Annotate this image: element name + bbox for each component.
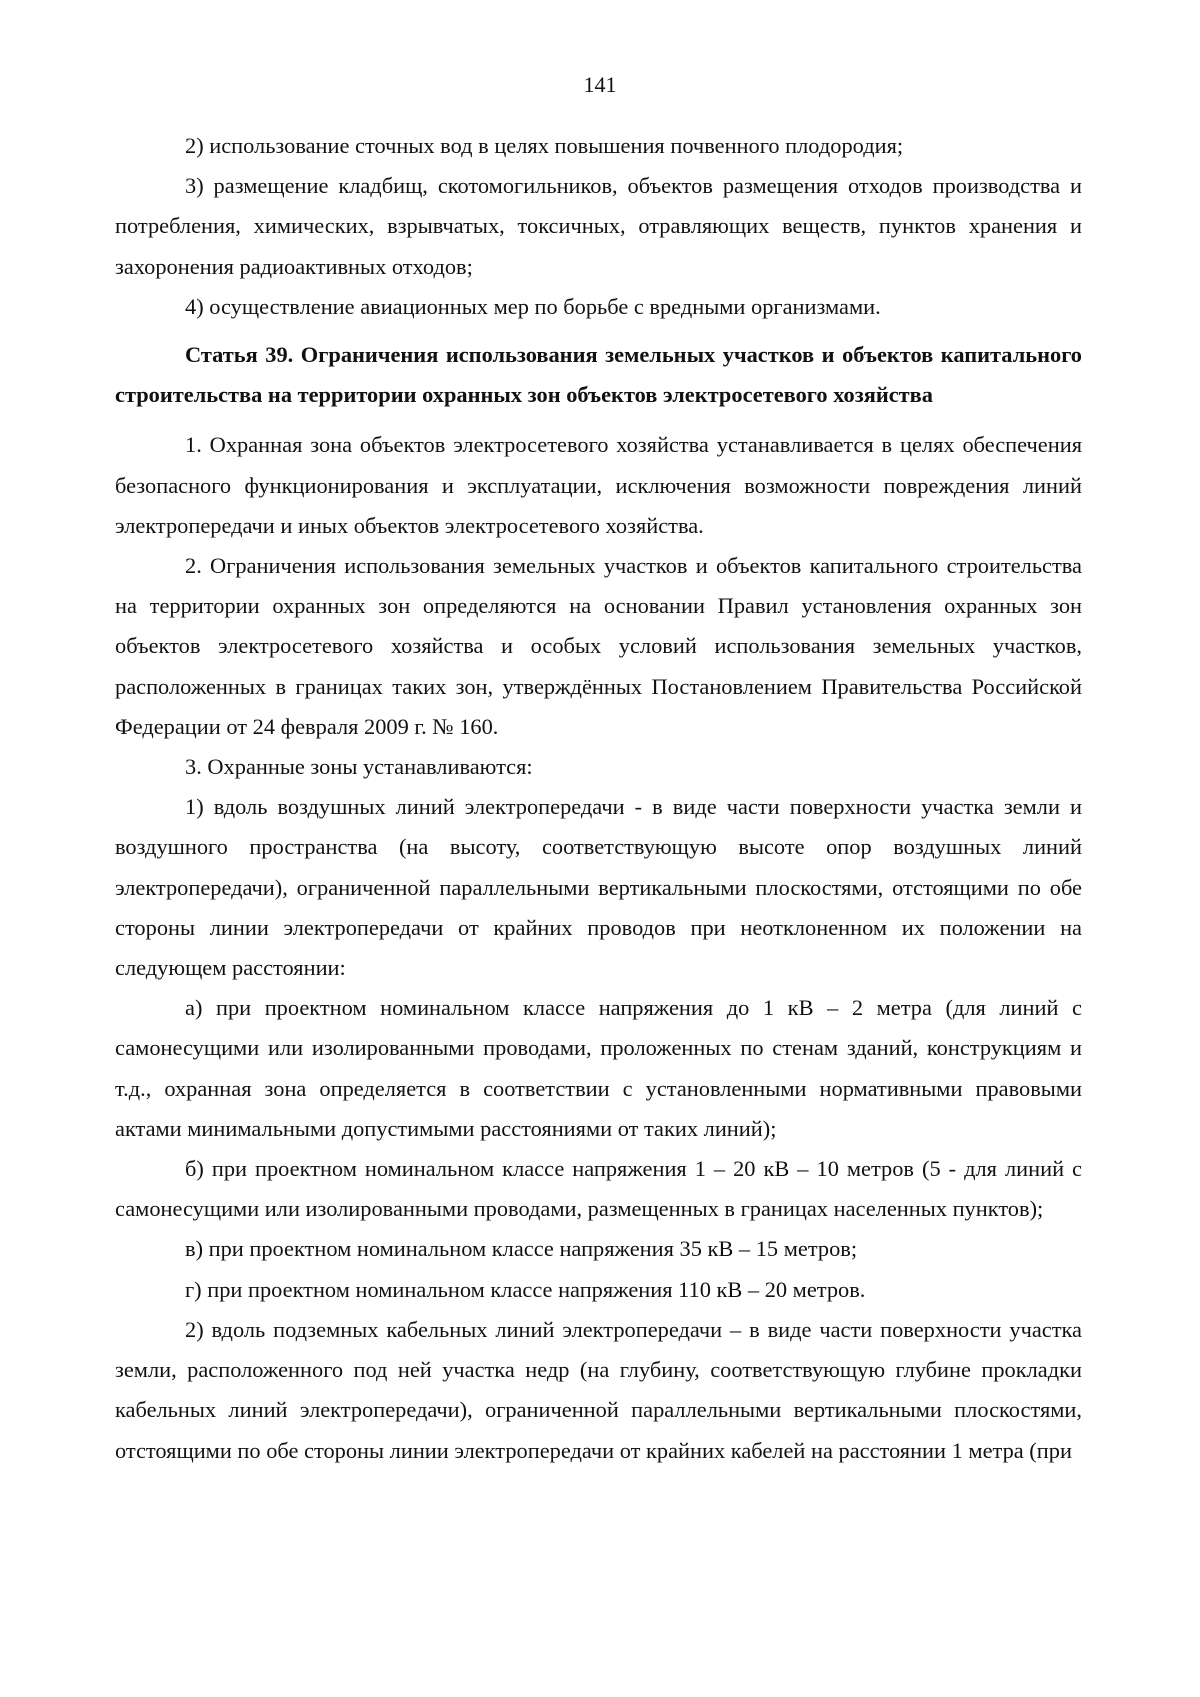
subparagraph-2: 2) вдоль подземных кабельных линий электропередачи – в виде части поверхности участка земли, расположенного под ней участка недр (на глубину, соответствующую глубине прокладки кабельных линий электропередачи), ограниченной параллельными вертикальными плоскостями, отстоящими по обе стороны линии электропередачи от крайних кабелей на расстоянии 1 метра (при: [115, 1316, 1082, 1463]
article-heading: Статья 39. Ограничения использования земельных участков и объектов капитального строительства на территории охранных зон объектов электросетевого хозяйства: [115, 342, 1082, 408]
subitem-v: в) при проектном номинальном классе напряжения 35 кВ – 15 метров;: [185, 1236, 858, 1262]
paragraph-2: 2. Ограничения использования земельных участков и объектов капитального строительства на территории охранных зон определяются на основании Правил установления охранных зон объектов электросетевого хозяйства и особых условий использования земельных участков, расположенных в границах таких зон, утверждённых Постановлением Правительства Российской Федерации от 24 февраля 2009 г. № 160.: [115, 553, 1082, 739]
subitem-a: а) при проектном номинальном классе напряжения до 1 кВ – 2 метра (для линий с самонесущими или изолированными проводами, проложенных по стенам зданий, конструкциям и т.д., охранная зона определяется в соответствии с установленными нормативными правовыми актами минимальными допустимыми расстояниями от таких линий);: [115, 995, 1082, 1141]
document-body: [115, 126, 1082, 1471]
subitem-b: б) при проектном номинальном классе напряжения 1 – 20 кВ – 10 метров (5 - для линий с самонесущими или изолированными проводами, размещенных в границах населенных пунктов);: [115, 1156, 1082, 1222]
subitem-g: г) при проектном номинальном классе напряжения 110 кВ – 20 метров.: [185, 1276, 866, 1302]
paragraph-item-3: 3) размещение кладбищ, скотомогильников, объектов размещения отходов производства и потребления, химических, взрывчатых, токсичных, отравляющих веществ, пунктов хранения и захоронения радиоактивных отходов;: [115, 173, 1082, 279]
paragraph-3: 3. Охранные зоны устанавливаются:: [185, 754, 533, 780]
paragraph-item-2: 2) использование сточных вод в целях повышения почвенного плодородия;: [185, 133, 904, 158]
subparagraph-1: 1) вдоль воздушных линий электропередачи - в виде части поверхности участка земли и воздушного пространства (на высоту, соответствующую высоте опор воздушных линий электропередачи), ограниченной параллельными вертикальными плоскостями, отстоящими по обе стороны линии электропередачи от крайних проводов при неотклоненном их положении на следующем расстоянии:: [115, 794, 1082, 981]
paragraph-1: 1. Охранная зона объектов электросетевого хозяйства устанавливается в целях обеспечения безопасного функционирования и эксплуатации, исключения возможности повреждения линий электропередачи и иных объектов электросетевого хозяйства.: [115, 432, 1082, 538]
paragraph-item-4: 4) осуществление авиационных мер по борьбе с вредными организмами.: [185, 293, 881, 319]
page-number: 141: [583, 72, 617, 97]
